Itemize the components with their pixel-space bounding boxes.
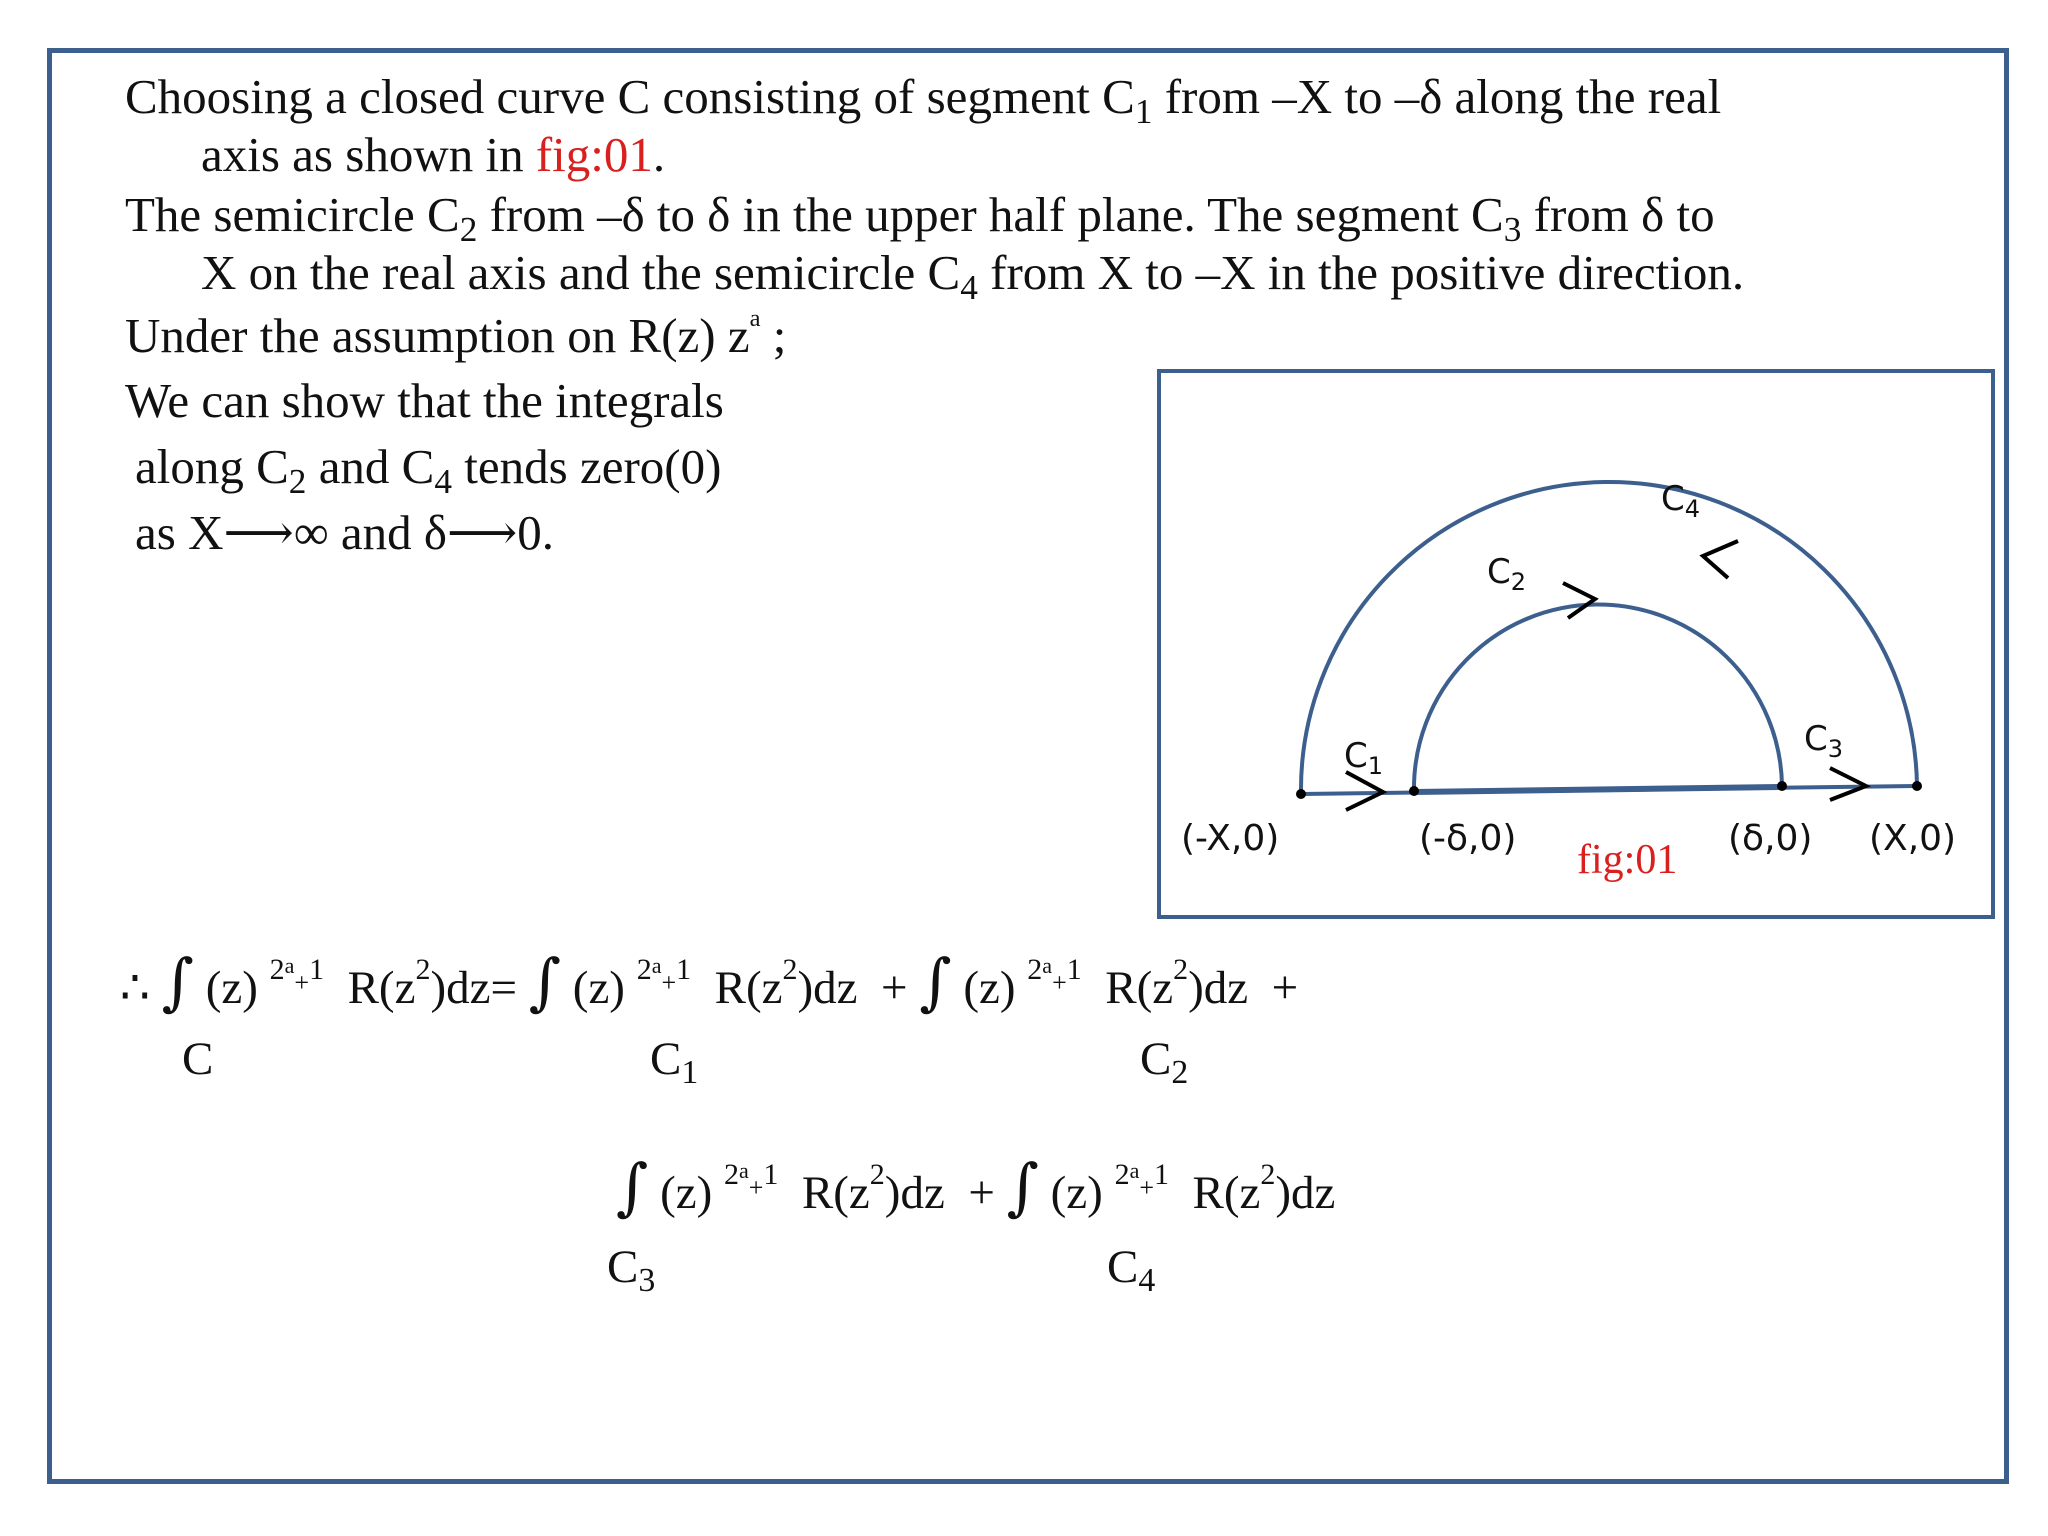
integral-symbol: ∫ [616,1150,649,1223]
label-c2: $C_2$ [1487,552,1527,596]
therefore-symbol: ∴ [120,962,150,1014]
figure-caption: fig:01 [1577,837,1678,883]
paragraph-along: along $C_2$ and $C_4$ tends zero(0) [135,439,722,501]
limit-c1: $C_1$ [650,1033,699,1092]
label-point-neg-x: (-X,0) [1181,818,1280,859]
paragraph-closed-curve: Choosing a closed curve C consisting of segment $C_1$ from –X to –δ along the real axis as shown in fig:01. [125,69,1722,182]
semicircle-c2 [1414,604,1782,791]
arrow-c4 [1703,541,1738,578]
label-point-x: (X,0) [1869,818,1957,859]
limit-c3: $C_3$ [607,1241,656,1300]
point-neg-x [1296,789,1306,799]
label-c4: $C_4$ [1661,479,1701,523]
integral-symbol: ∫ [1006,1150,1039,1223]
integral-symbol: ∫ [528,945,562,1018]
paragraph-semicircle: The semicircle $C_2$ from –δ to δ in the upper half plane. The segment $C_3$ from δ to X on the real axis and the semicircle $C_4$ from X to –X in the positive direction. [125,187,1745,307]
fig-reference: fig:01 [535,127,653,182]
inner-segment [1414,787,1782,792]
arrow-c2 [1563,583,1595,618]
contour-diagram [1161,373,1999,923]
paragraph-limit: as X⟶∞ and δ⟶0. [135,505,554,560]
figure-box [1157,369,1995,919]
limit-c4: $C_4$ [1107,1241,1156,1300]
limit-c2: $C_2$ [1140,1033,1189,1092]
equation-line-2: ∫ (z) $^{2a+1}$ $R(z^2)dz$ + ∫ (z) $^{2a+1}$ $R(z^2)dz$ [616,1150,1336,1223]
label-point-neg-delta: (-δ,0) [1419,818,1517,859]
paragraph-integrals: We can show that the integrals [125,373,724,428]
integral-symbol: ∫ [919,945,952,1018]
point-delta [1777,781,1787,791]
label-point-delta: (δ,0) [1728,818,1813,859]
limit-c: C [182,1033,214,1085]
equation-line-1: ∴ ∫ (z) $^{2a+1}$ $R(z^2)dz=$ ∫ (z) $^{2a+1}$ $R(z^2)dz$ + ∫ (z) $^{2a+1}$ $R(z^2)dz$ + [120,945,1299,1018]
paragraph-assumption: Under the assumption on R(z) $z^a$ ; [125,305,787,363]
integral-symbol: ∫ [161,945,194,1018]
point-neg-delta [1409,786,1419,796]
label-c3: $C_3$ [1804,719,1844,763]
point-x [1912,781,1922,791]
label-c1: $C_1$ [1344,736,1384,780]
arrow-c3 [1830,768,1866,800]
